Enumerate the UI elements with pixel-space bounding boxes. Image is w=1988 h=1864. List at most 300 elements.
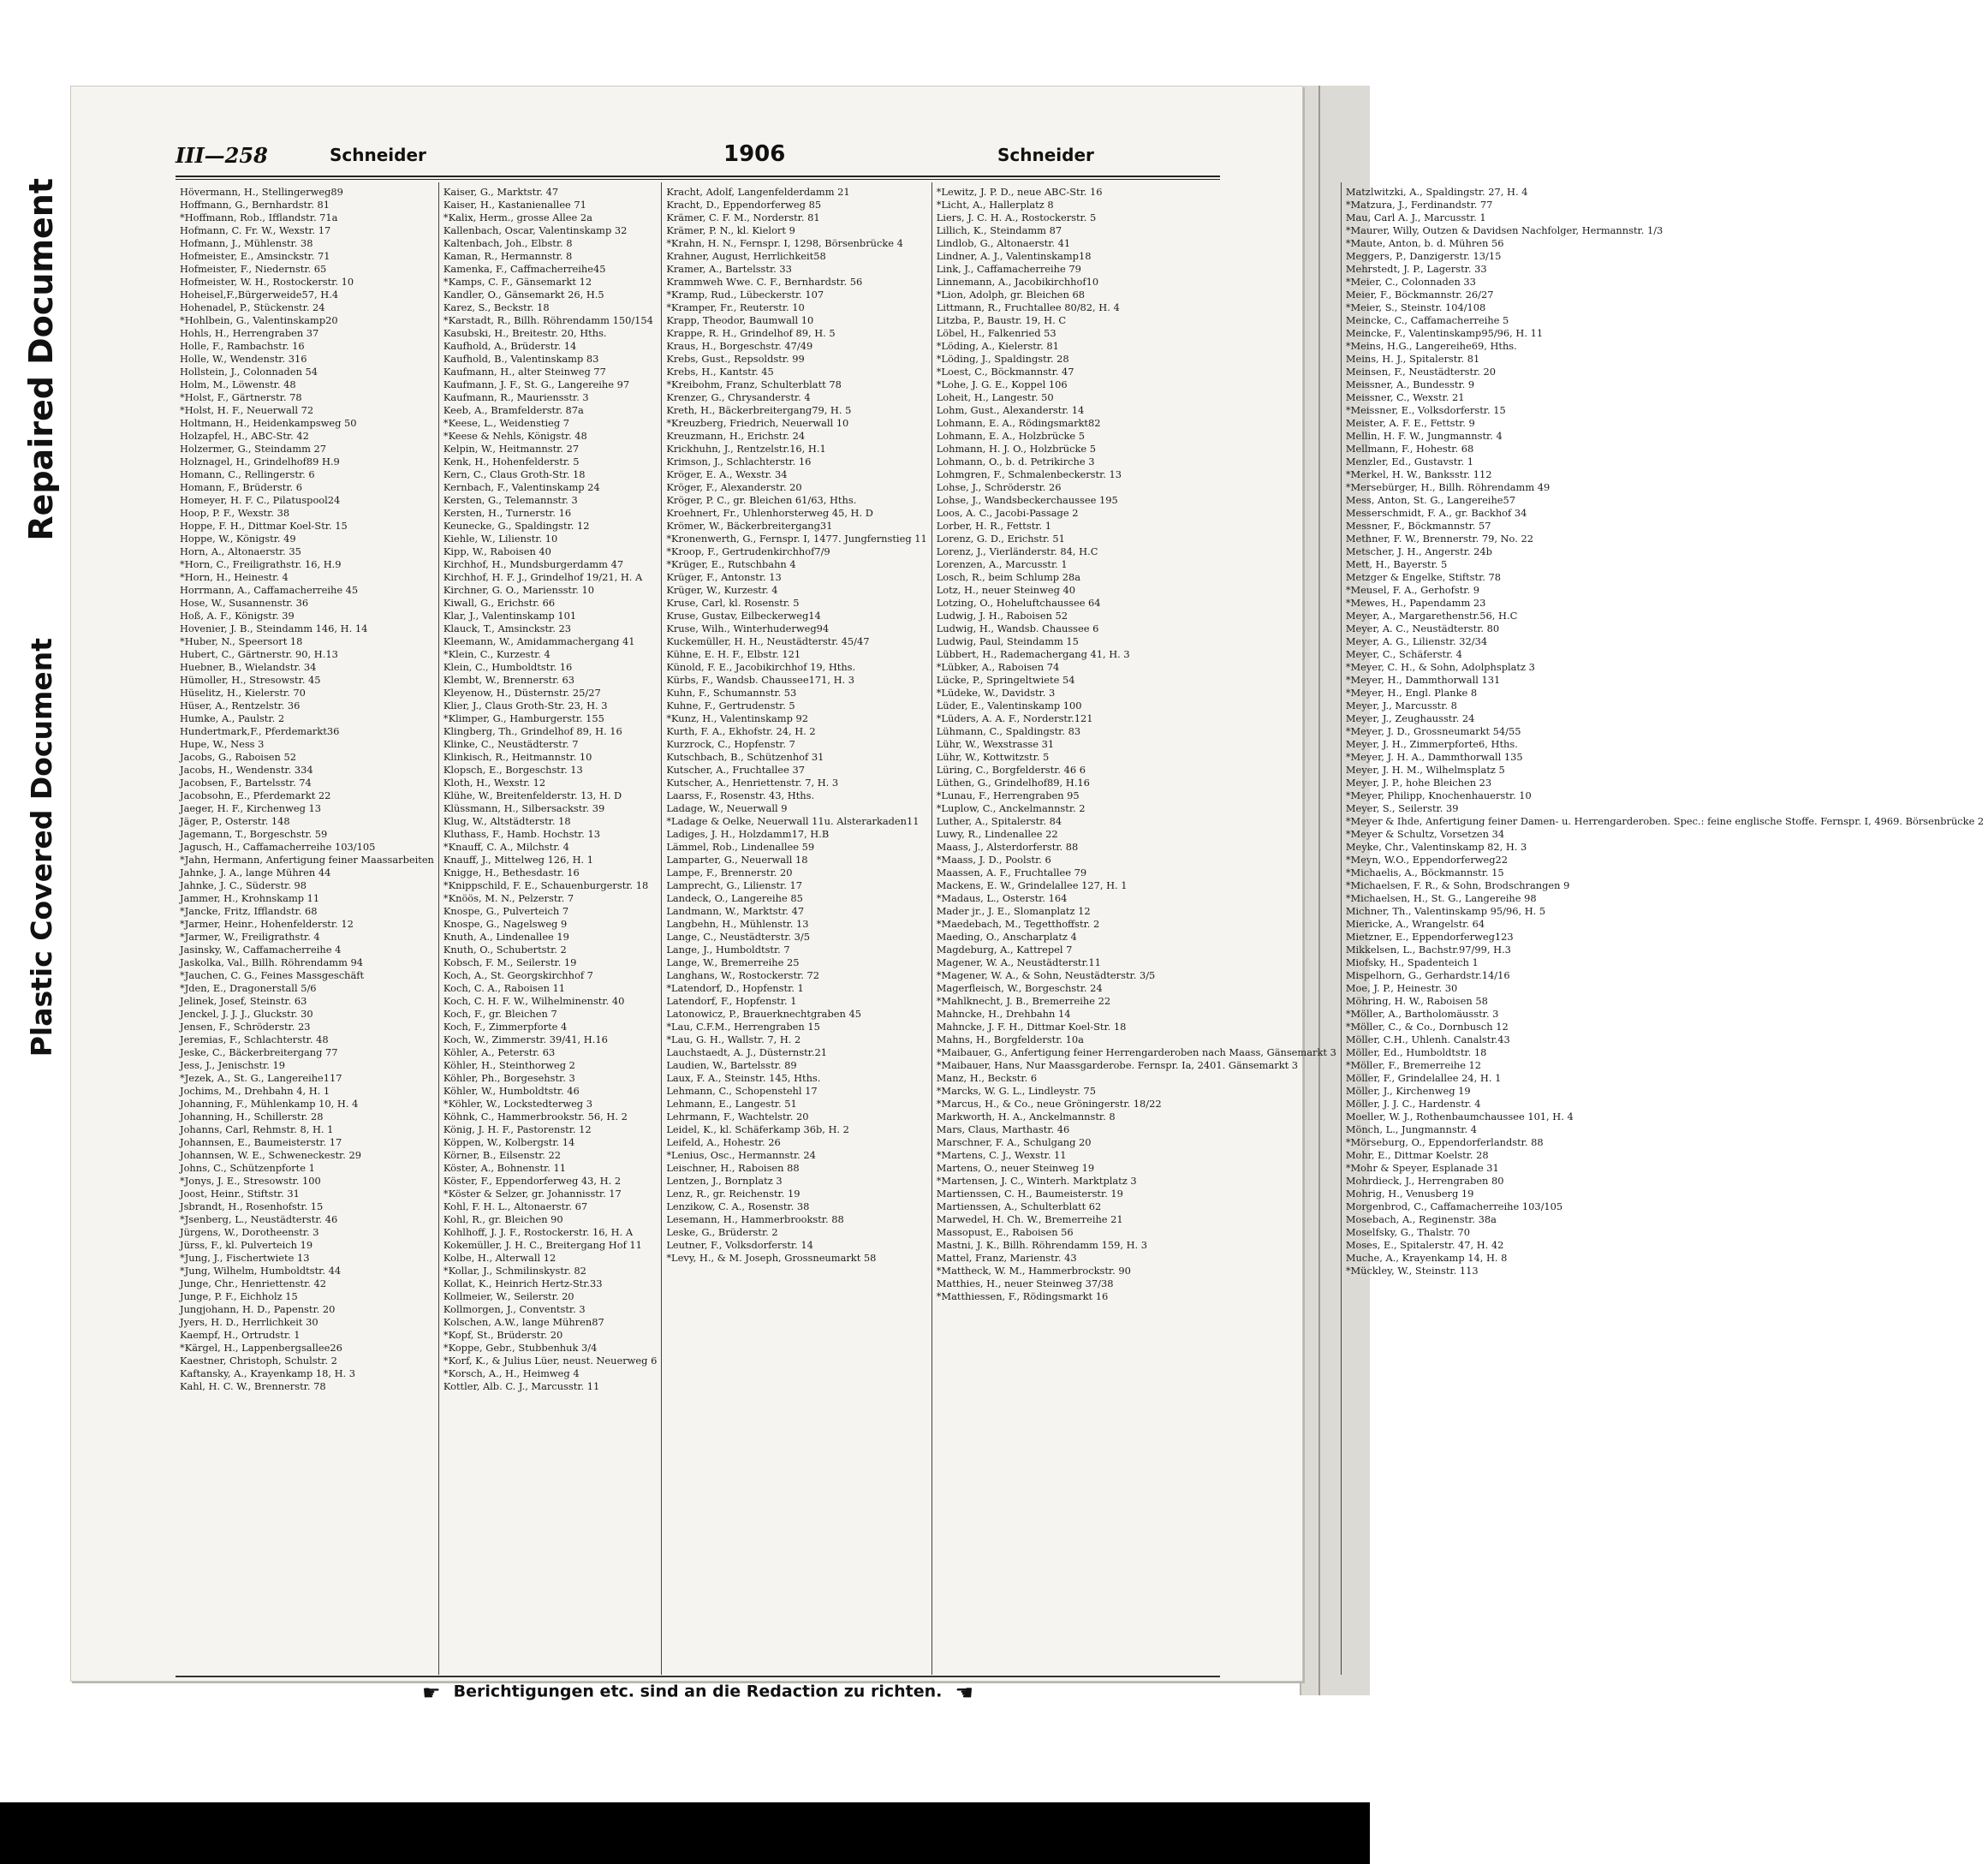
- directory-entry: Kallenbach, Oscar, Valentinskamp 32: [443, 224, 628, 236]
- directory-entry: *Holst, F., Gärtnerstr. 78: [180, 391, 302, 403]
- directory-entry: *Lion, Adolph, gr. Bleichen 68: [936, 289, 1085, 301]
- directory-entry: *Kopf, St., Brüderstr. 20: [443, 1329, 563, 1341]
- directory-entry: Möller, Ed., Humboldtstr. 18: [1345, 1046, 1487, 1058]
- directory-entry: Hollstein, J., Colonnaden 54: [180, 366, 318, 378]
- directory-entry: *Maibauer, G., Anfertigung feiner Herrengarderoben nach Maass, Gänsemarkt 3: [936, 1046, 1336, 1058]
- pointing-hand-left-icon: ☛: [422, 1681, 441, 1705]
- directory-entry: Methner, F. W., Brennerstr. 79, No. 22: [1345, 533, 1533, 545]
- directory-entry: Mellin, H. F. W., Jungmannstr. 4: [1345, 430, 1503, 442]
- directory-entry: Hüser, A., Rentzelstr. 36: [180, 700, 301, 712]
- directory-entry: Lohmann, O., b. d. Petrikirche 3: [936, 456, 1095, 467]
- directory-entry: Lorenz, G. D., Erichstr. 51: [936, 533, 1065, 545]
- directory-entry: Lange, C., Neustädterstr. 3/5: [666, 931, 810, 943]
- directory-entry: Mahns, H., Borgfelderstr. 10a: [936, 1033, 1084, 1045]
- directory-entry: Lenz, R., gr. Reichenstr. 19: [666, 1188, 801, 1200]
- directory-entry: *Lau, C.F.M., Herrengraben 15: [666, 1021, 820, 1033]
- directory-entry: Klinke, C., Neustädterstr. 7: [443, 738, 579, 750]
- directory-entry: Magener, W. A., Neustädterstr.11: [936, 956, 1101, 968]
- directory-entry: Jacobs, G., Raboisen 52: [180, 751, 296, 763]
- directory-entry: Leidel, K., kl. Schäferkamp 36b, H. 2: [666, 1123, 849, 1135]
- directory-entry: Meyer, J., Zeughausstr. 24: [1345, 712, 1475, 724]
- directory-entry: Messner, F., Böckmannstr. 57: [1345, 520, 1491, 532]
- directory-entry: Kreuzmann, H., Erichstr. 24: [666, 430, 806, 442]
- directory-entry: Kruse, Wilh., Winterhuderweg94: [666, 622, 830, 634]
- directory-entry: Koch, C. A., Raboisen 11: [443, 982, 566, 994]
- directory-entry: Holzapfel, H., ABC-Str. 42: [180, 430, 309, 442]
- directory-entry: Jasinsky, W., Caffamacherreihe 4: [180, 944, 342, 956]
- directory-entry: Kernbach, F., Valentinskamp 24: [443, 481, 600, 493]
- directory-entry: Jürss, F., kl. Pulverteich 19: [180, 1239, 313, 1251]
- directory-entry: Kroehnert, Fr., Uhlenhorsterweg 45, H. D: [666, 507, 873, 519]
- directory-entry: Hövermann, H., Stellingerweg89: [180, 186, 343, 198]
- directory-entry: *Marcus, H., & Co., neue Gröningerstr. 18/22: [936, 1098, 1162, 1110]
- directory-entry: Koch, W., Zimmerstr. 39/41, H.16: [443, 1033, 608, 1045]
- directory-entry: Hofmeister, W. H., Rostockerstr. 10: [180, 276, 354, 288]
- directory-entry: *Jahn, Hermann, Anfertigung feiner Maassarbeiten: [180, 854, 434, 866]
- directory-entry: Möller, F., Grindelallee 24, H. 1: [1345, 1072, 1502, 1084]
- directory-entry: Lampe, F., Brennerstr. 20: [666, 866, 793, 878]
- directory-entry: Kirchhof, H. F. J., Grindelhof 19/21, H. A: [443, 571, 643, 583]
- directory-entry: *Meyer, H., Engl. Planke 8: [1345, 687, 1478, 699]
- directory-entry: Jahnke, J. C., Süderstr. 98: [180, 879, 307, 891]
- header-rule: [176, 176, 1220, 180]
- scan-background-edge: [0, 1802, 1370, 1864]
- directory-entry: Meyer, J. H. M., Wilhelmsplatz 5: [1345, 764, 1505, 776]
- directory-entry: Mess, Anton, St. G., Langereihe57: [1345, 494, 1516, 506]
- directory-entry: Kuhn, F., Schumannstr. 53: [666, 687, 797, 699]
- directory-entry: Hofmeister, F., Niedernstr. 65: [180, 263, 327, 275]
- directory-entry: Lesemann, H., Hammerbrookstr. 88: [666, 1213, 844, 1225]
- directory-entry: Laux, F. A., Steinstr. 145, Hths.: [666, 1072, 821, 1084]
- directory-entry: Jacobs, H., Wendenstr. 334: [180, 764, 313, 776]
- directory-entry: Lorenz, J., Vierländerstr. 84, H.C: [936, 545, 1098, 557]
- directory-column-5: [1342, 182, 1988, 1675]
- directory-entry: *Löding, J., Spaldingstr. 28: [936, 353, 1069, 365]
- directory-entry: Hubert, C., Gärtnerstr. 90, H.13: [180, 648, 338, 660]
- directory-entry: *Luplow, C., Anckelmannstr. 2: [936, 802, 1086, 814]
- directory-entry: Krebs, Gust., Repsoldstr. 99: [666, 353, 805, 365]
- directory-entry: *Meyer, H., Dammthorwall 131: [1345, 674, 1501, 686]
- directory-entry: Kern, C., Claus Groth-Str. 18: [443, 468, 586, 480]
- directory-entry: Leischner, H., Raboisen 88: [666, 1162, 800, 1174]
- directory-entry: Kurth, F. A., Ekhofstr. 24, H. 2: [666, 725, 816, 737]
- directory-entry: Kutscher, A., Henriettenstr. 7, H. 3: [666, 777, 839, 789]
- directory-columns: [176, 182, 1985, 1675]
- directory-entry: *Jung, Wilhelm, Humboldtstr. 44: [180, 1265, 342, 1277]
- directory-entry: *Loest, C., Böckmannstr. 47: [936, 366, 1074, 378]
- directory-entry: *Jden, E., Dragonerstall 5/6: [180, 982, 317, 994]
- directory-entry: Krickhuhn, J., Rentzelstr.16, H.1: [666, 443, 826, 455]
- directory-entry: Meyer, S., Seilerstr. 39: [1345, 802, 1459, 814]
- directory-entry: *Jsenberg, L., Neustädterstr. 46: [180, 1213, 338, 1225]
- directory-entry: *Meier, S., Steinstr. 104/108: [1345, 301, 1486, 313]
- directory-entry: Langbehn, H., Mühlenstr. 13: [666, 918, 809, 930]
- directory-entry: Lehrmann, F., Wachtelstr. 20: [666, 1111, 809, 1123]
- directory-entry: Jochims, M., Drehbahn 4, H. 1: [180, 1085, 330, 1097]
- directory-entry: Kolschen, A.W., lange Mühren87: [443, 1316, 604, 1328]
- directory-entry: Kröger, P. C., gr. Bleichen 61/63, Hths.: [666, 494, 857, 506]
- directory-entry: Jäger, P., Osterstr. 148: [180, 815, 290, 827]
- directory-entry: Keunecke, G., Spaldingstr. 12: [443, 520, 590, 532]
- directory-entry: Kollat, K., Heinrich Hertz-Str.33: [443, 1277, 603, 1289]
- directory-entry: Lotz, H., neuer Steinweg 40: [936, 584, 1075, 596]
- directory-entry: Kottler, Alb. C. J., Marcusstr. 11: [443, 1380, 600, 1392]
- directory-entry: Mietzner, E., Eppendorferweg123: [1345, 931, 1514, 943]
- directory-entry: Jsbrandt, H., Rosenhofstr. 15: [180, 1200, 324, 1212]
- directory-entry: Lämmel, Rob., Lindenallee 59: [666, 841, 815, 853]
- directory-entry: Kaiser, G., Marktstr. 47: [443, 186, 559, 198]
- directory-entry: *Jarmer, W., Freiligrathstr. 4: [180, 931, 320, 943]
- directory-entry: Jyers, H. D., Herrlichkeit 30: [180, 1316, 318, 1328]
- header-right-name: Schneider: [997, 145, 1094, 165]
- directory-entry: Klier, J., Claus Groth-Str. 23, H. 3: [443, 700, 608, 712]
- directory-entry: *Kalix, Herm., grosse Allee 2a: [443, 211, 592, 223]
- footer-note: Berichtigungen etc. sind an die Redaction zu richten.: [453, 1682, 943, 1701]
- directory-entry: Koch, A., St. Georgskirchhof 7: [443, 969, 593, 981]
- directory-entry: Koch, F., gr. Bleichen 7: [443, 1008, 557, 1020]
- directory-entry: *Kroop, F., Gertrudenkirchhof7/9: [666, 545, 830, 557]
- directory-entry: Kruse, Gustav, Eilbeckerweg14: [666, 610, 821, 622]
- directory-entry: *Meyn, W.O., Eppendorferweg22: [1345, 854, 1509, 866]
- directory-entry: Johanns, Carl, Rehmstr. 8, H. 1: [180, 1123, 334, 1135]
- directory-entry: Lange, W., Bremerreihe 25: [666, 956, 800, 968]
- directory-entry: *Kärgel, H., Lappenbergsallee26: [180, 1342, 342, 1354]
- directory-entry: Jürgens, W., Dorotheenstr. 3: [180, 1226, 319, 1238]
- directory-entry: Klug, W., Altstädterstr. 18: [443, 815, 571, 827]
- directory-entry: Hundertmark,F., Pferdemarkt36: [180, 725, 340, 737]
- directory-entry: Leifeld, A., Hohestr. 26: [666, 1136, 781, 1148]
- directory-entry: *Keese & Nehls, Königstr. 48: [443, 430, 587, 442]
- directory-column-2: [439, 182, 662, 1675]
- directory-entry: Magdeburg, A., Kattrepel 7: [936, 944, 1073, 956]
- directory-entry: *Merkel, H. W., Banksstr. 112: [1345, 468, 1492, 480]
- directory-entry: Kruse, Carl, kl. Rosenstr. 5: [666, 597, 800, 609]
- directory-entry: *Köster & Selzer, gr. Johannisstr. 17: [443, 1188, 622, 1200]
- directory-page: [70, 86, 1985, 1705]
- directory-entry: *Kronenwerth, G., Fernspr. I, 1477. Jungfernstieg 11: [666, 533, 927, 545]
- repaired-document-label: [19, 128, 63, 591]
- directory-entry: Kollmorgen, J., Conventstr. 3: [443, 1303, 586, 1315]
- directory-entry: Lehmann, E., Langestr. 51: [666, 1098, 797, 1110]
- directory-entry: Klar, J., Valentinskamp 101: [443, 610, 577, 622]
- directory-entry: Lorenzen, A., Marcusstr. 1: [936, 558, 1068, 570]
- directory-entry: Manz, H., Beckstr. 6: [936, 1072, 1038, 1084]
- directory-entry: Magerfleisch, W., Borgeschstr. 24: [936, 982, 1103, 994]
- directory-entry: Johanning, H., Schillerstr. 28: [180, 1111, 324, 1123]
- directory-entry: Link, J., Caffamacherreihe 79: [936, 263, 1081, 275]
- directory-entry: *Maute, Anton, b. d. Mühren 56: [1345, 237, 1504, 249]
- directory-entry: *Knöös, M. N., Pelzerstr. 7: [443, 892, 574, 904]
- directory-entry: Lübbert, H., Rademachergang 41, H. 3: [936, 648, 1130, 660]
- directory-entry: Moe, J. P., Heinestr. 30: [1345, 982, 1458, 994]
- directory-entry: Mohrdieck, J., Herrengraben 80: [1345, 1175, 1504, 1187]
- directory-entry: *Lübker, A., Raboisen 74: [936, 661, 1060, 673]
- directory-entry: Lindner, A. J., Valentinskamp18: [936, 250, 1092, 262]
- directory-entry: Koch, C. H. F. W., Wilhelminenstr. 40: [443, 995, 625, 1007]
- directory-entry: *Mückley, W., Steinstr. 113: [1345, 1265, 1479, 1277]
- directory-entry: Hofmeister, E., Amsinckstr. 71: [180, 250, 330, 262]
- directory-entry: *Koppe, Gebr., Stubbenhuk 3/4: [443, 1342, 598, 1354]
- directory-entry: Jenckel, J. J. J., Gluckstr. 30: [180, 1008, 313, 1020]
- directory-entry: Meyer, A. C., Neustädterstr. 80: [1345, 622, 1500, 634]
- directory-entry: *Knippschild, F. E., Schauenburgerstr. 18: [443, 879, 649, 891]
- directory-entry: Kracht, D., Eppendorferweg 85: [666, 199, 822, 211]
- directory-entry: *Lunau, F., Herrengraben 95: [936, 789, 1080, 801]
- directory-entry: König, J. H. F., Pastorenstr. 12: [443, 1123, 592, 1135]
- directory-entry: Klauck, T., Amsinckstr. 23: [443, 622, 571, 634]
- directory-entry: *Hoffmann, Rob., Ifflandstr. 71a: [180, 211, 338, 223]
- directory-entry: Massopust, E., Raboisen 56: [936, 1226, 1074, 1238]
- directory-entry: *Mersebürger, H., Billh. Röhrendamm 49: [1345, 481, 1551, 493]
- directory-entry: Lenzikow, C. A., Rosenstr. 38: [666, 1200, 810, 1212]
- directory-entry: *Meyer, C. H., & Sohn, Adolphsplatz 3: [1345, 661, 1535, 673]
- directory-entry: Meincke, C., Caffamacherreihe 5: [1345, 314, 1509, 326]
- directory-entry: Kohl, F. H. L., Altonaerstr. 67: [443, 1200, 588, 1212]
- directory-entry: Horn, A., Altonaerstr. 35: [180, 545, 301, 557]
- directory-entry: Mastni, J. K., Billh. Röhrendamm 159, H. 3: [936, 1239, 1148, 1251]
- directory-entry: Krebs, H., Kantstr. 45: [666, 366, 774, 378]
- directory-entry: *Horn, C., Freiligrathstr. 16, H.9: [180, 558, 342, 570]
- directory-entry: Körner, B., Eilsenstr. 22: [443, 1149, 562, 1161]
- plastic-covered-label: [19, 612, 63, 1083]
- directory-entry: Krenzer, G., Chrysanderstr. 4: [666, 391, 811, 403]
- directory-entry: Jess, J., Jenischstr. 19: [180, 1059, 285, 1071]
- directory-entry: *Korsch, A., H., Heimweg 4: [443, 1367, 580, 1379]
- directory-entry: *Kreuzberg, Friedrich, Neuerwall 10: [666, 417, 849, 429]
- directory-entry: *Kramper, Fr., Reuterstr. 10: [666, 301, 805, 313]
- directory-entry: *Lohe, J. G. E., Koppel 106: [936, 378, 1068, 390]
- directory-entry: *Möller, F., Bremerreihe 12: [1345, 1059, 1482, 1071]
- directory-entry: *Meier, C., Colonnaden 33: [1345, 276, 1476, 288]
- directory-entry: Moeller, W. J., Rothenbaumchaussee 101, H. 4: [1345, 1111, 1574, 1123]
- directory-entry: Kaestner, Christoph, Schulstr. 2: [180, 1355, 337, 1367]
- directory-entry: *Mohr & Speyer, Esplanade 31: [1345, 1162, 1499, 1174]
- directory-entry: Krahner, August, Herrlichkeit58: [666, 250, 826, 262]
- directory-entry: Köster, A., Bohnenstr. 11: [443, 1162, 566, 1174]
- directory-entry: *Martensen, J. C., Winterh. Marktplatz 3: [936, 1175, 1137, 1187]
- directory-entry: Jaeger, H. F., Kirchenweg 13: [180, 802, 322, 814]
- directory-entry: Knuth, A., Lindenallee 19: [443, 931, 569, 943]
- pointing-hand-right-icon: ☚: [955, 1681, 973, 1705]
- directory-entry: Kaufmann, R., Mauriensstr. 3: [443, 391, 589, 403]
- directory-entry: Ludwig, H., Wandsb. Chaussee 6: [936, 622, 1099, 634]
- directory-entry: *Martens, C. J., Wexstr. 11: [936, 1149, 1067, 1161]
- directory-entry: Kiwall, G., Erichstr. 66: [443, 597, 556, 609]
- directory-entry: Krüger, W., Kurzestr. 4: [666, 584, 778, 596]
- directory-entry: Knuth, O., Schubertstr. 2: [443, 944, 567, 956]
- directory-entry: Knauff, J., Mittelweg 126, H. 1: [443, 854, 594, 866]
- directory-entry: Meyke, Chr., Valentinskamp 82, H. 3: [1345, 841, 1527, 853]
- directory-entry: Mahncke, H., Drehbahn 14: [936, 1008, 1071, 1020]
- directory-entry: Kaman, R., Hermannstr. 8: [443, 250, 573, 262]
- directory-entry: Landeck, O., Langereihe 85: [666, 892, 803, 904]
- directory-entry: *Licht, A., Hallerplatz 8: [936, 199, 1054, 211]
- directory-entry: Mau, Carl A. J., Marcusstr. 1: [1345, 211, 1486, 223]
- directory-entry: Jungjohann, H. D., Papenstr. 20: [180, 1303, 336, 1315]
- directory-entry: *Meyer, J. D., Grossneumarkt 54/55: [1345, 725, 1521, 737]
- directory-entry: Meissner, A., Bundesstr. 9: [1345, 378, 1475, 390]
- directory-entry: Klopsch, E., Borgeschstr. 13: [443, 764, 583, 776]
- directory-entry: Latonowicz, P., Brauerknechtgraben 45: [666, 1008, 861, 1020]
- directory-entry: Holle, W., Wendenstr. 316: [180, 353, 307, 365]
- directory-entry: Lühr, W., Kottwitzstr. 5: [936, 751, 1050, 763]
- repaired-document-text: Repaired Document: [22, 178, 60, 541]
- directory-entry: Kamenka, F., Caffmacherreihe45: [443, 263, 606, 275]
- directory-entry: *Matthiessen, F., Rödingsmarkt 16: [936, 1290, 1109, 1302]
- directory-entry: Knospe, G., Nagelsweg 9: [443, 918, 568, 930]
- directory-entry: Luwy, R., Lindenallee 22: [936, 828, 1058, 840]
- directory-entry: *Matzura, J., Ferdinandstr. 77: [1345, 199, 1493, 211]
- directory-entry: Meggers, P., Danzigerstr. 13/15: [1345, 250, 1502, 262]
- directory-entry: Mohrig, H., Venusberg 19: [1345, 1188, 1474, 1200]
- directory-entry: Lohmgren, F., Schmalenbeckerstr. 13: [936, 468, 1122, 480]
- directory-entry: Klembt, W., Brennerstr. 63: [443, 674, 575, 686]
- directory-entry: *Karstadt, R., Billh. Röhrendamm 150/154: [443, 314, 653, 326]
- directory-entry: Kirchhof, H., Mundsburgerdamm 47: [443, 558, 624, 570]
- directory-entry: Ladiges, J. H., Holzdamm17, H.B: [666, 828, 830, 840]
- directory-entry: Krappe, R. H., Grindelhof 89, H. 5: [666, 327, 836, 339]
- directory-entry: *Holst, H. F., Neuerwall 72: [180, 404, 314, 416]
- directory-entry: Markworth, H. A., Anckelmannstr. 8: [936, 1111, 1116, 1123]
- directory-column-4: [932, 182, 1342, 1675]
- directory-entry: Köhnk, C., Hammerbrookstr. 56, H. 2: [443, 1111, 628, 1123]
- directory-entry: *Lewitz, J. P. D., neue ABC-Str. 16: [936, 186, 1103, 198]
- directory-entry: Meyer, A., Margarethenstr.56, H.C: [1345, 610, 1518, 622]
- directory-entry: Johannsen, W. E., Schweneckestr. 29: [180, 1149, 361, 1161]
- directory-entry: Klingberg, Th., Grindelhof 89, H. 16: [443, 725, 622, 737]
- directory-entry: Lamprecht, G., Lilienstr. 17: [666, 879, 802, 891]
- directory-entry: Lohmann, E. A., Holzbrücke 5: [936, 430, 1086, 442]
- directory-entry: *Magener, W. A., & Sohn, Neustädterstr. 3/5: [936, 969, 1156, 981]
- directory-entry: *Krahn, H. N., Fernspr. I, 1298, Börsenbrücke 4: [666, 237, 903, 249]
- directory-entry: Keeb, A., Bramfelderstr. 87a: [443, 404, 584, 416]
- directory-entry: Möller, J. J. C., Hardenstr. 4: [1345, 1098, 1481, 1110]
- page-header: [176, 140, 1211, 170]
- header-year: 1906: [723, 141, 786, 167]
- directory-entry: Leske, G., Brüderstr. 2: [666, 1226, 778, 1238]
- directory-entry: *Meins, H.G., Langereihe69, Hths.: [1345, 340, 1517, 352]
- directory-entry: Matthies, H., neuer Steinweg 37/38: [936, 1277, 1114, 1289]
- directory-entry: *Kreibohm, Franz, Schulterblatt 78: [666, 378, 842, 390]
- directory-entry: Kracht, Adolf, Langenfelderdamm 21: [666, 186, 850, 198]
- directory-entry: Liers, J. C. H. A., Rostockerstr. 5: [936, 211, 1097, 223]
- directory-entry: *Jauchen, C. G., Feines Massgeschäft: [180, 969, 365, 981]
- directory-entry: *Meyer & Schultz, Vorsetzen 34: [1345, 828, 1505, 840]
- directory-entry: Kipp, W., Raboisen 40: [443, 545, 551, 557]
- directory-entry: Krapp, Theodor, Baumwall 10: [666, 314, 814, 326]
- directory-entry: Mispelhorn, G., Gerhardstr.14/16: [1345, 969, 1510, 981]
- directory-entry: Lühr, W., Wexstrasse 31: [936, 738, 1055, 750]
- directory-entry: Michner, Th., Valentinskamp 95/96, H. 5: [1345, 905, 1546, 917]
- directory-entry: Meyer, C., Schäferstr. 4: [1345, 648, 1462, 660]
- directory-entry: Lindlob, G., Altonaerstr. 41: [936, 237, 1071, 249]
- directory-entry: *Mewes, H., Papendamm 23: [1345, 597, 1486, 609]
- directory-entry: Krüger, F., Antonstr. 13: [666, 571, 782, 583]
- directory-entry: Knospe, G., Pulverteich 7: [443, 905, 569, 917]
- directory-entry: *Löding, A., Kielerstr. 81: [936, 340, 1059, 352]
- directory-entry: Ladage, W., Neuerwall 9: [666, 802, 788, 814]
- directory-entry: Hoppe, F. H., Dittmar Koel-Str. 15: [180, 520, 348, 532]
- directory-entry: Muche, A., Krayenkamp 14, H. 8: [1345, 1252, 1508, 1264]
- directory-entry: Ludwig, J. H., Raboisen 52: [936, 610, 1068, 622]
- directory-entry: Kersten, H., Turnerstr. 16: [443, 507, 572, 519]
- directory-entry: *Mahlknecht, J. B., Bremerreihe 22: [936, 995, 1111, 1007]
- directory-entry: Kolbe, H., Alterwall 12: [443, 1252, 557, 1264]
- directory-entry: Mahncke, J. F. H., Dittmar Koel-Str. 18: [936, 1021, 1127, 1033]
- directory-entry: Mellmann, F., Hohestr. 68: [1345, 443, 1474, 455]
- directory-entry: Kasubski, H., Breitestr. 20, Hths.: [443, 327, 607, 339]
- directory-entry: Mönch, L., Jungmannstr. 4: [1345, 1123, 1477, 1135]
- directory-entry: Jagusch, H., Caffamacherreihe 103/105: [180, 841, 376, 853]
- directory-column-3: [662, 182, 932, 1675]
- directory-entry: Köhler, A., Peterstr. 63: [443, 1046, 556, 1058]
- directory-entry: Lehmann, C., Schopenstehl 17: [666, 1085, 818, 1097]
- directory-entry: Künold, F. E., Jacobikirchhof 19, Hths.: [666, 661, 856, 673]
- directory-entry: *Lüders, A. A. F., Norderstr.121: [936, 712, 1093, 724]
- directory-entry: Kiehle, W., Lilienstr. 10: [443, 533, 558, 545]
- directory-entry: Lühmann, C., Spaldingstr. 83: [936, 725, 1081, 737]
- directory-entry: *Maedebach, M., Tegetthoffstr. 2: [936, 918, 1100, 930]
- directory-entry: Kersten, G., Telemannstr. 3: [443, 494, 578, 506]
- directory-entry: *Kollar, J., Schmilinskystr. 82: [443, 1265, 586, 1277]
- directory-column-1: [176, 182, 439, 1675]
- directory-entry: Kloth, H., Wexstr. 12: [443, 777, 546, 789]
- directory-entry: Meyer, A. G., Lilienstr. 32/34: [1345, 635, 1488, 647]
- directory-entry: *Michaelis, A., Böckmannstr. 15: [1345, 866, 1504, 878]
- directory-entry: Johanning, F., Mühlenkamp 10, H. 4: [180, 1098, 359, 1110]
- directory-entry: *Möller, A., Bartholomäusstr. 3: [1345, 1008, 1499, 1020]
- directory-entry: Kürbs, F., Wandsb. Chaussee171, H. 3: [666, 674, 855, 686]
- directory-entry: Mars, Claus, Marthastr. 46: [936, 1123, 1070, 1135]
- directory-entry: Kirchner, G. O., Mariensstr. 10: [443, 584, 595, 596]
- directory-entry: Hovenier, J. B., Steindamm 146, H. 14: [180, 622, 368, 634]
- directory-entry: *Huber, N., Speersort 18: [180, 635, 303, 647]
- directory-entry: *Korf, K., & Julius Lüer, neust. Neuerweg 6: [443, 1355, 658, 1367]
- directory-entry: Jelinek, Josef, Steinstr. 63: [180, 995, 307, 1007]
- directory-entry: *Kramp, Rud., Lübeckerstr. 107: [666, 289, 824, 301]
- directory-entry: Kramer, A., Bartelsstr. 33: [666, 263, 792, 275]
- directory-entry: *Meyer, J. H. A., Dammthorwall 135: [1345, 751, 1523, 763]
- directory-entry: Kelpin, W., Heitmannstr. 27: [443, 443, 580, 455]
- directory-entry: Mader jr., J. E., Slomanplatz 12: [936, 905, 1091, 917]
- directory-entry: Kandler, O., Gänsemarkt 26, H.5: [443, 289, 604, 301]
- directory-entry: Holle, F., Rambachstr. 16: [180, 340, 305, 352]
- directory-entry: *Mattheck, W. M., Hammerbrockstr. 90: [936, 1265, 1131, 1277]
- directory-entry: Humke, A., Paulstr. 2: [180, 712, 285, 724]
- directory-entry: Lohmann, H. J. O., Holzbrücke 5: [936, 443, 1097, 455]
- directory-entry: Homann, C., Rellingerstr. 6: [180, 468, 315, 480]
- directory-entry: Jeske, C., Bäckerbreitergang 77: [180, 1046, 338, 1058]
- directory-entry: Kleyenow, H., Düsternstr. 25/27: [443, 687, 601, 699]
- directory-entry: Köhler, W., Humboldtstr. 46: [443, 1085, 580, 1097]
- directory-entry: Messerschmidt, F. A., gr. Backhof 34: [1345, 507, 1527, 519]
- directory-entry: Kluthass, F., Hamb. Hochstr. 13: [443, 828, 600, 840]
- directory-entry: Lillich, K., Steindamm 87: [936, 224, 1062, 236]
- directory-entry: Hümoller, H., Stresowstr. 45: [180, 674, 321, 686]
- plastic-covered-text: Plastic Covered Document: [24, 638, 58, 1057]
- directory-entry: Littmann, R., Fruchtallee 80/82, H. 4: [936, 301, 1120, 313]
- directory-entry: Maeding, O., Anscharplatz 4: [936, 931, 1077, 943]
- directory-entry: Köster, F., Eppendorferweg 43, H. 2: [443, 1175, 622, 1187]
- directory-entry: Hoppe, W., Königstr. 49: [180, 533, 296, 545]
- directory-entry: *Mörseburg, O., Eppendorferlandstr. 88: [1345, 1136, 1544, 1148]
- directory-entry: Junge, P. F., Eichholz 15: [180, 1290, 298, 1302]
- directory-entry: Litzba, P., Baustr. 19, H. C: [936, 314, 1067, 326]
- directory-entry: Kleemann, W., Amidammachergang 41: [443, 635, 635, 647]
- directory-entry: Mohr, E., Dittmar Koelstr. 28: [1345, 1149, 1489, 1161]
- directory-entry: Kohlhoff, J. J. F., Rostockerstr. 16, H. A: [443, 1226, 634, 1238]
- directory-entry: Lorber, H. R., Fettstr. 1: [936, 520, 1051, 532]
